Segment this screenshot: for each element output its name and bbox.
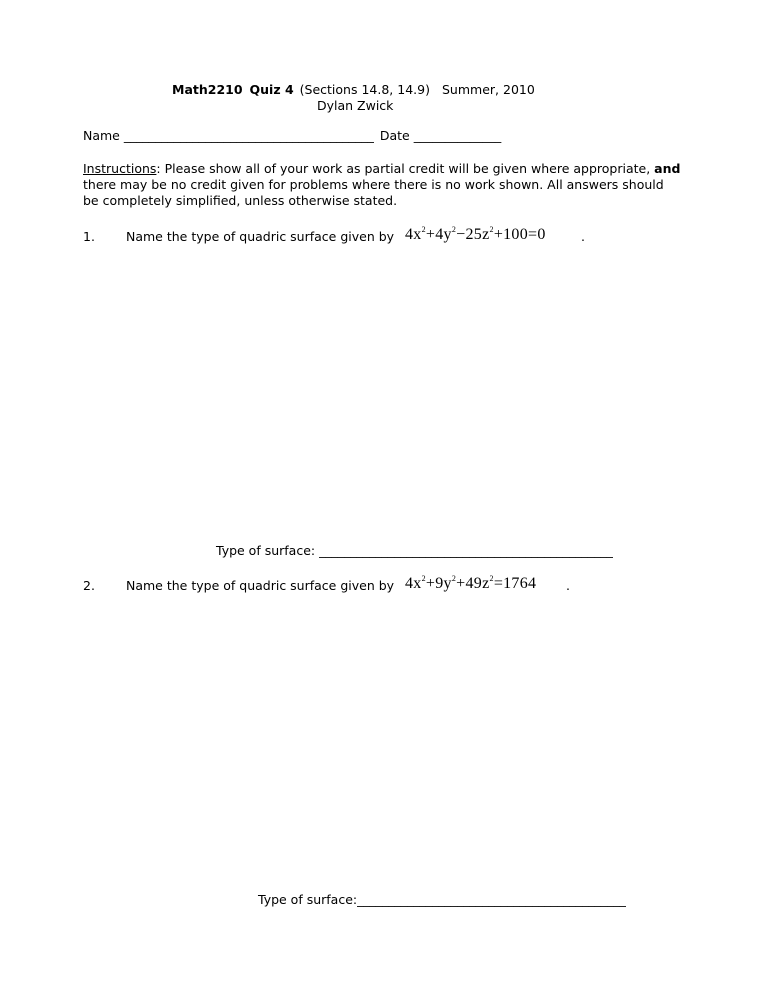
problem-2-answer-line — [258, 892, 626, 908]
eq1-term-3: −25z — [456, 226, 490, 243]
date-blank[interactable]: ______________ — [413, 128, 502, 143]
problem-1-period: . — [581, 229, 585, 244]
problem-2-equation — [405, 575, 536, 593]
quiz-term: Summer, 2010 — [442, 82, 535, 97]
instructions-label: Instructions — [83, 161, 157, 176]
course-code: Math2210 — [172, 82, 243, 97]
name-label: Name — [83, 128, 120, 143]
problem-1-prompt: Name the type of quadric surface given by — [126, 229, 395, 244]
date-label: Date — [379, 128, 410, 143]
eq2-term-2: +9y — [425, 575, 452, 592]
eq2-exp-2: 2 — [451, 574, 457, 583]
problem-2-answer-label: Type of surface: — [258, 892, 358, 907]
eq2-term-1: 4x — [405, 575, 422, 592]
instructions-text-2: there may be no credit given for problems where there is no work shown. All answers should be completely simplified, unless otherwise stated. — [83, 177, 664, 208]
name-blank[interactable]: ________________________________________ — [123, 128, 374, 143]
eq2-term-3: +49z — [456, 575, 490, 592]
name-date-line — [83, 128, 501, 144]
instructions-bold: and — [654, 161, 681, 176]
eq1-term-1: 4x — [405, 226, 422, 243]
eq1-term-2: +4y — [425, 226, 452, 243]
eq2-exp-3: 2 — [489, 574, 494, 583]
problem-1-answer-line — [216, 543, 613, 559]
problem-1-answer-label: Type of surface: — [216, 543, 320, 558]
quiz-title — [172, 82, 430, 98]
problem-1-number: 1. — [83, 229, 95, 244]
eq1-exp-2: 2 — [451, 225, 457, 234]
problem-2-prompt: Name the type of quadric surface given by — [126, 578, 395, 593]
instructions-paragraph — [83, 161, 683, 209]
eq1-term-4: +100=0 — [493, 226, 546, 243]
problem-1-equation — [405, 226, 546, 244]
instructions-text-1: : Please show all of your work as partial credit will be given where appropriate, — [156, 161, 655, 176]
eq1-exp-1: 2 — [421, 225, 426, 234]
eq2-exp-1: 2 — [421, 574, 426, 583]
instructor-name: Dylan Zwick — [317, 98, 394, 113]
eq2-term-4: =1764 — [493, 575, 537, 592]
problem-2-number: 2. — [83, 578, 95, 593]
eq1-exp-3: 2 — [489, 225, 494, 234]
problem-2-period: . — [566, 578, 570, 593]
problem-1-answer-blank[interactable]: _______________________________________________ — [319, 543, 613, 558]
quiz-number: Quiz 4 — [249, 82, 294, 97]
problem-2-answer-blank[interactable]: ___________________________________________ — [357, 892, 626, 907]
quiz-sections: (Sections 14.8, 14.9) — [299, 82, 430, 97]
